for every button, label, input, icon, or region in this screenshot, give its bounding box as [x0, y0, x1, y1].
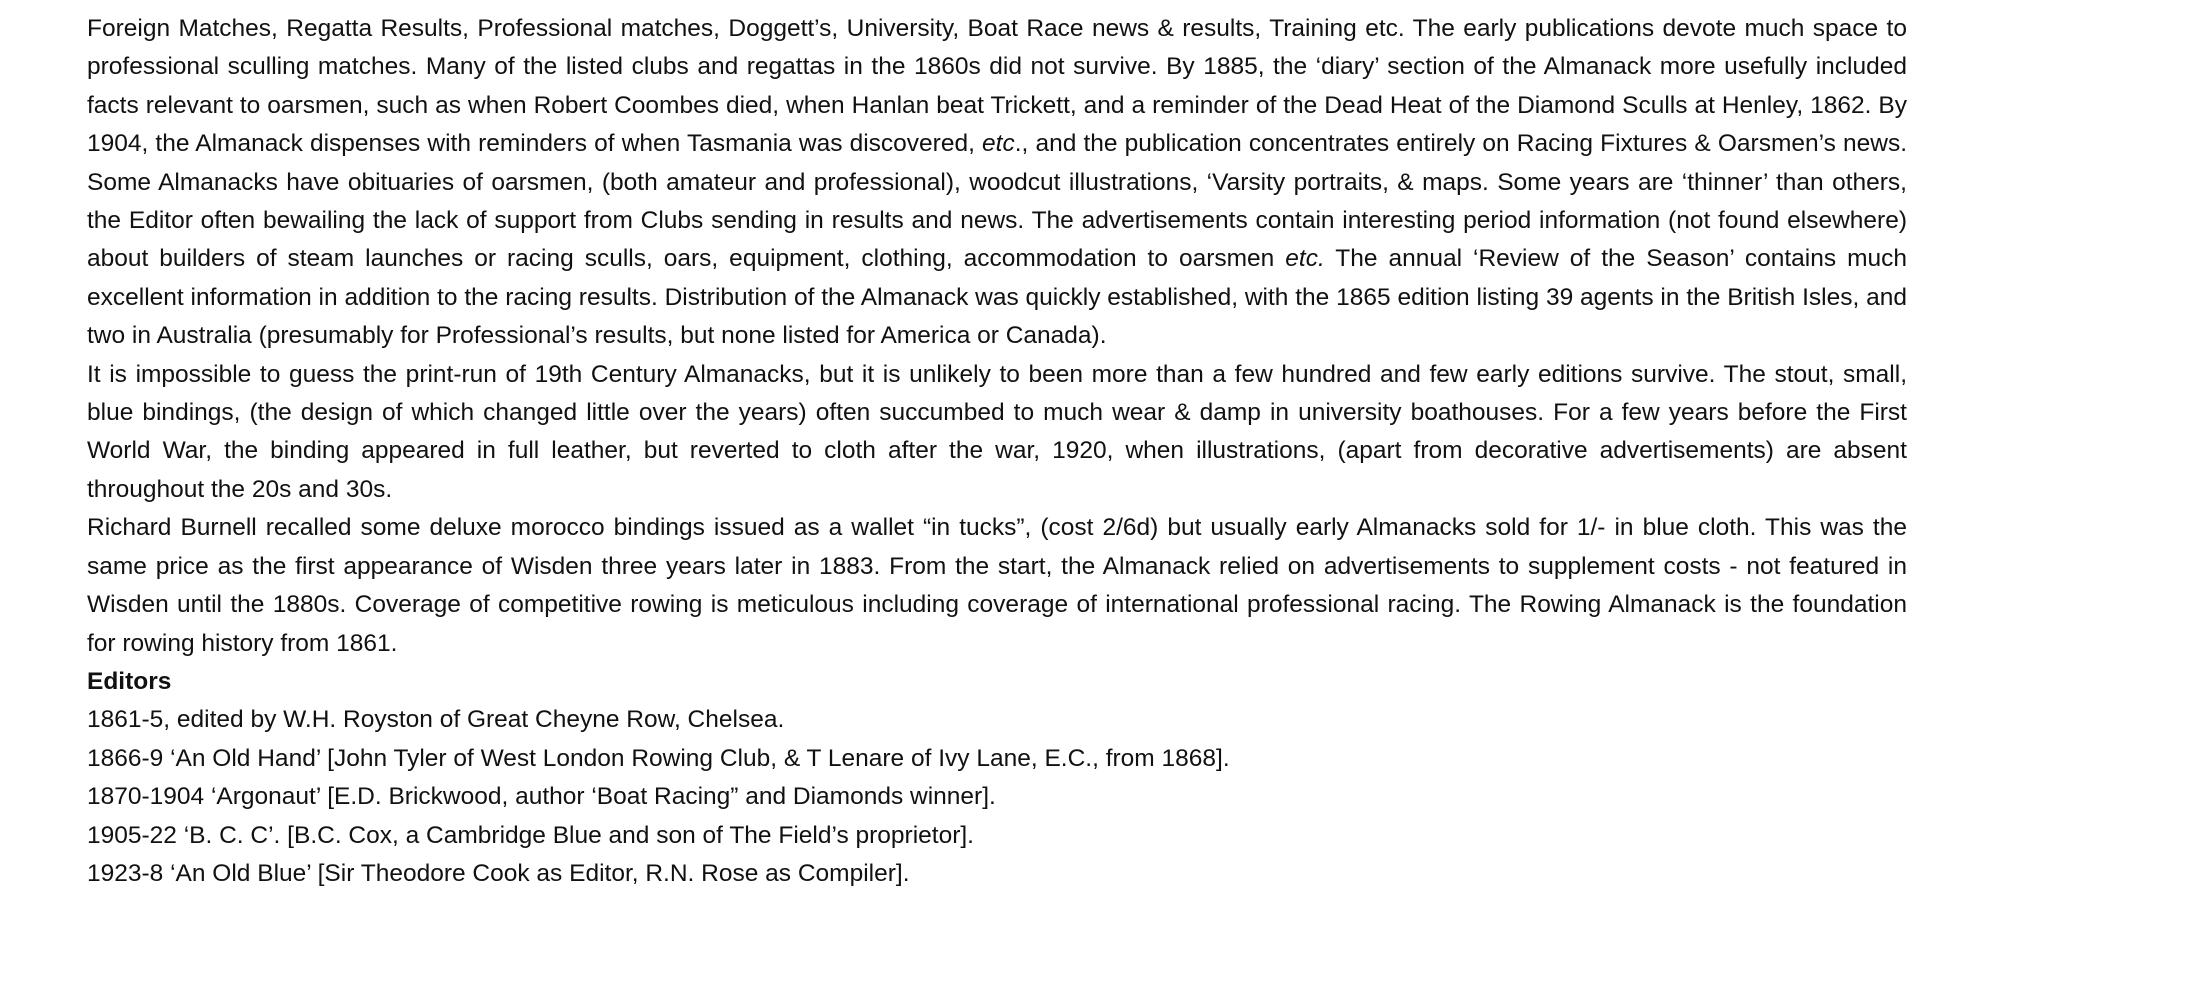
document-page	[87, 10, 1907, 893]
editor-entry: 1923-8 ‘An Old Blue’ [Sir Theodore Cook as Editor, R.N. Rose as Compiler].	[87, 859, 910, 887]
paragraph-text: Foreign Matches, Regatta Results, Professional matches, Doggett’s, University, Boat Race news & results, Training etc. The early publications devote much space to professional sculling matches. Many of the listed clubs and regattas in the 1860s did not survive. By 1885, the ‘diary’ section of the Almanack more usefully included facts relevant to oarsmen, such as when Robert Coombes died, when Hanlan beat Trickett, and a reminder of the Dead Heat of the Diamond Sculls at Henley, 1862. By 1904, the Almanack dispenses with reminders of when Tasmania was discovered,	[87, 15, 1907, 158]
editor-entry: 1861-5, edited by W.H. Royston of Great Cheyne Row, Chelsea.	[87, 706, 785, 734]
italic-etc: etc	[982, 130, 1015, 158]
paragraph-print-run: It is impossible to guess the print-run of 19th Century Almanacks, but it is unlikely to been more than a few hundred and few early editions survive. The stout, small, blue bindings, (the design of which changed little over the years) often succumbed to much wear & damp in university boathouses. For a few years before the First World War, the binding appeared in full leather, but reverted to cloth after the war, 1920, when illustrations, (apart from decorative advertisements) are absent throughout the 20s and 30s.	[87, 360, 1907, 503]
paragraph-bindings-and-price: Richard Burnell recalled some deluxe morocco bindings issued as a wallet “in tucks”, (cost 2/6d) but usually early Almanacks sold for 1/- in blue cloth. This was the same price as the first appearance of Wisden three years later in 1883. From the start, the Almanack relied on advertisements to supplement costs - not featured in Wisden until the 1880s. Coverage of competitive rowing is meticulous including coverage of international professional racing. The Rowing Almanack is the foundation for rowing history from 1861.	[87, 514, 1907, 657]
paragraph-text: The annual ‘Review of the Season’ contains much excellent information in addition to the racing results. Distribution of the Almanack was quickly established, with the 1865 edition listing 39 agents in the British Isles, and two in Australia (presumably for Professional’s results, but none listed for America or Canada).	[87, 245, 1907, 350]
editor-entry: 1870-1904 ‘Argonaut’ [E.D. Brickwood, author ‘Boat Racing” and Diamonds winner].	[87, 783, 996, 811]
editor-entry: 1905-22 ‘B. C. C’. [B.C. Cox, a Cambridge Blue and son of The Field’s proprietor].	[87, 821, 974, 849]
paragraph-almanack-contents	[87, 10, 1907, 356]
italic-etc: etc.	[1285, 245, 1325, 273]
editors-heading: Editors	[87, 667, 172, 695]
editor-entry: 1866-9 ‘An Old Hand’ [John Tyler of West London Rowing Club, & T Lenare of Ivy Lane, E.C., from 1868].	[87, 744, 1230, 772]
paragraph-text: ., and the publication concentrates entirely on Racing Fixtures & Oarsmen’s news. Some Almanacks have obituaries of oarsmen, (both amateur and professional), woodcut illustrations, ‘Varsity portraits, & maps. Some years are ‘thinner’ than others, the Editor often bewailing the lack of support from Clubs sending in results and news. The advertisements contain interesting period information (not found elsewhere) about builders of steam launches or racing sculls, oars, equipment, clothing, accommodation to oarsmen	[87, 130, 1908, 273]
